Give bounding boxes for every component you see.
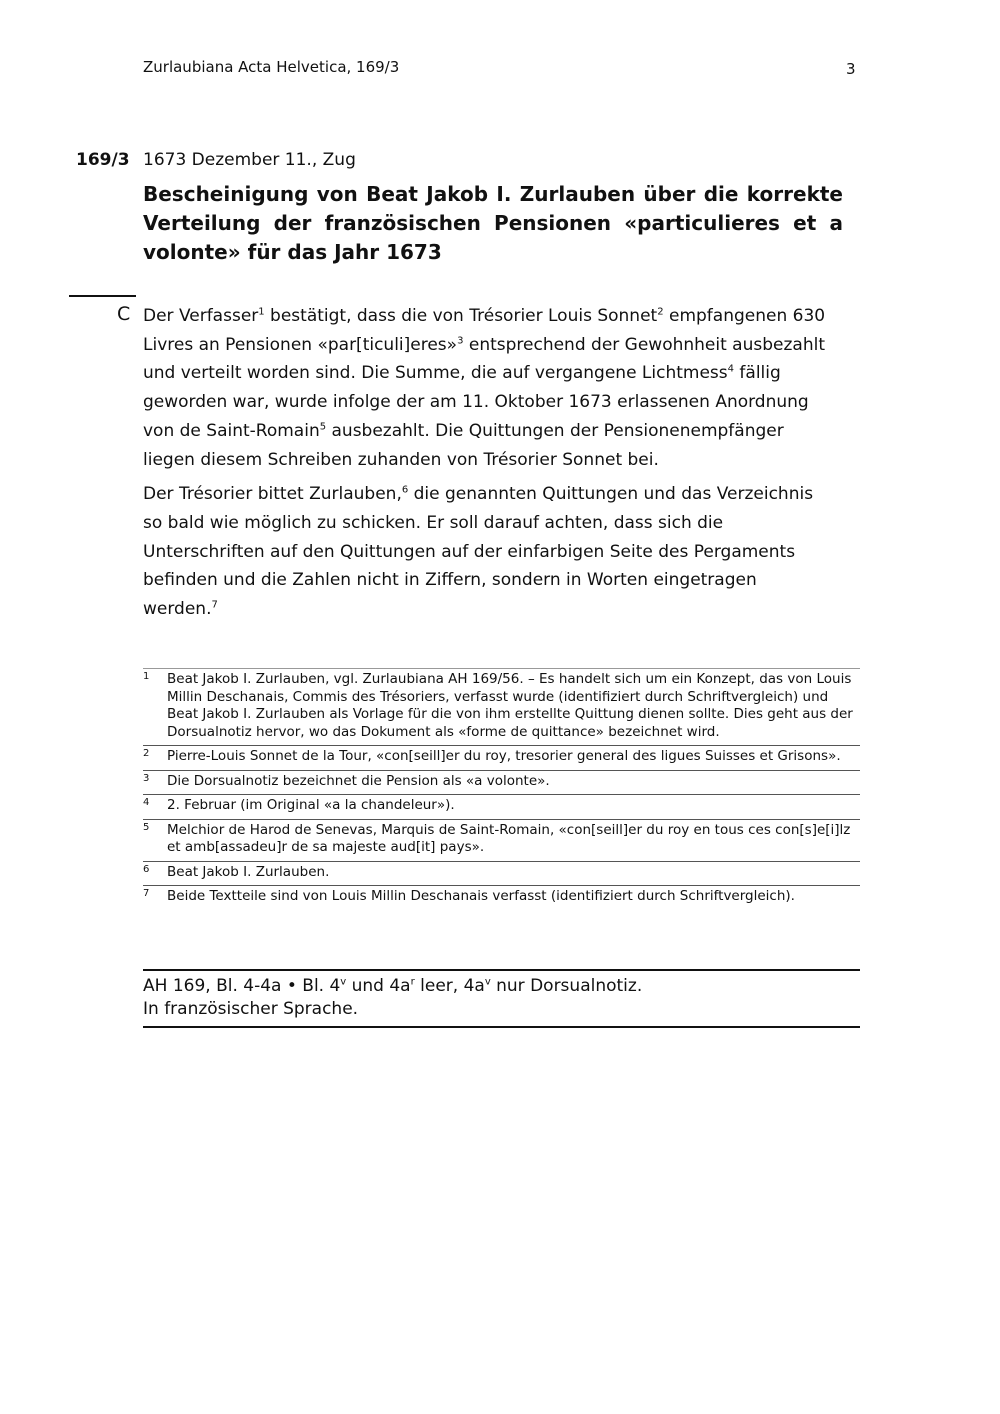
summary-line: von de Saint-Romain$^5$ ausbezahlt. Die Quittungen der Pensionenempfänger xyxy=(143,420,784,441)
footnote-text: Beat Jakob I. Zurlauben. xyxy=(167,863,330,880)
footnote-ref: 2 xyxy=(657,306,664,318)
running-title: Zurlaubiana Acta Helvetica, 169/3 xyxy=(143,58,400,76)
footnote-number: 5 xyxy=(143,821,150,833)
summary-line: werden.$^7$ xyxy=(143,599,218,620)
footnote-ref: 7 xyxy=(211,599,218,611)
page-number: 3 xyxy=(846,60,856,78)
footnote-number: 2 xyxy=(143,748,150,759)
summary-paragraph-1 xyxy=(143,302,863,474)
title-line: Verteilung der französischen Pensionen «particulieres et a xyxy=(143,211,843,235)
footnote xyxy=(143,794,860,819)
footnote-ref: 5 xyxy=(319,421,327,433)
footnote-text: Beide Textteile sind von Louis Millin Deschanais verfasst (identifiziert durch Schriftvergleich). xyxy=(167,888,795,904)
footnote xyxy=(143,770,860,795)
source-line: AH 169, Bl. 4-4a • Bl. 4$^v$ und $4a^r$ leer, $4a^v$ nur Dorsualnotiz. xyxy=(143,976,643,996)
summary-line: geworden war, wurde infolge der am 11. Oktober 1673 erlassenen Anordnung xyxy=(143,392,809,413)
summary xyxy=(143,302,863,624)
title-line: volonte» für das Jahr 1673 xyxy=(143,240,442,264)
footnote xyxy=(143,668,860,745)
document-date-place: 1673 Dezember 11., Zug xyxy=(143,150,356,170)
source-language: In französischer Sprache. xyxy=(143,999,359,1019)
summary-line: so bald wie möglich zu schicken. Er soll darauf achten, dass sich die xyxy=(143,512,724,533)
title-line: Bescheinigung von Beat Jakob I. Zurlauben über die korrekte xyxy=(143,182,843,206)
document-number: 169/3 xyxy=(76,150,130,170)
source-note xyxy=(143,969,860,1028)
summary-paragraph-2 xyxy=(143,480,863,624)
footnote xyxy=(143,819,860,861)
footnote xyxy=(143,885,860,910)
footnote-ref: 3 xyxy=(457,335,464,347)
footnote-ref: 1 xyxy=(258,306,265,318)
footnote-text: Melchior de Harod de Senevas, Marquis de Saint-Romain, «con[seill]er du roy en tous ces con[s]e[i]lz et amb[assadeu]r de sa majeste aud[it] pays». xyxy=(167,821,851,855)
footnote xyxy=(143,745,860,770)
summary-line: Der Verfasser$^1$ bestätigt, dass die von Trésorier Louis Sonnet$^2$ empfangenen 630 xyxy=(143,306,826,326)
footnote-number: 3 xyxy=(143,772,150,784)
footnote-number: 6 xyxy=(143,863,150,875)
footnote-text: Die Dorsualnotiz bezeichnet die Pension als «a volonte». xyxy=(167,772,550,789)
document-title xyxy=(143,180,843,267)
footnotes xyxy=(143,668,860,910)
footnote-text: Beat Jakob I. Zurlauben, vgl. Zurlaubiana AH 169/56. – Es handelt sich um ein Konzept, das von Louis Millin Deschanais, Commis des Trésoriers, verfasst wurde (identifiziert durch Schriftvergleich) und Beat Jakob I. Zurlauben als Vorlage für die von ihm erstellte Quittung dienen sollte. Dies geht aus der Dorsualnotiz hervor, wo das Dokument als «forme de quittance» bezeichnet wird. xyxy=(167,671,853,740)
footnote xyxy=(143,861,860,886)
summary-line: Unterschriften auf den Quittungen auf der einfarbigen Seite des Pergaments xyxy=(143,541,796,562)
footnote-number: 7 xyxy=(143,888,150,899)
summary-line: und verteilt worden sind. Die Summe, die auf vergangene Lichtmess$^4$ fällig xyxy=(143,363,781,384)
section-rule xyxy=(69,295,136,297)
section-marker: C xyxy=(117,303,131,325)
footnote-text: Pierre-Louis Sonnet de la Tour, «con[seill]er du roy, tresorier general des ligues Suisses et Grisons». xyxy=(167,748,841,764)
summary-line: Der Trésorier bittet Zurlauben,$^6$ die genannten Quittungen und das Verzeichnis xyxy=(143,484,814,505)
summary-line: liegen diesem Schreiben zuhanden von Trésorier Sonnet bei. xyxy=(143,449,659,470)
footnote-text: 2. Februar (im Original «a la chandeleur»). xyxy=(167,797,455,813)
footnote-number: 1 xyxy=(143,671,150,682)
summary-line: Livres an Pensionen «par[ticuli]eres»$^3$ entsprechend der Gewohnheit ausbezahlt xyxy=(143,334,825,355)
footnote-number: 4 xyxy=(143,797,150,808)
footnote-ref: 4 xyxy=(727,363,735,375)
footnote-ref: 6 xyxy=(401,484,409,496)
summary-line: befinden und die Zahlen nicht in Ziffern, sondern in Worten eingetragen xyxy=(143,570,757,591)
